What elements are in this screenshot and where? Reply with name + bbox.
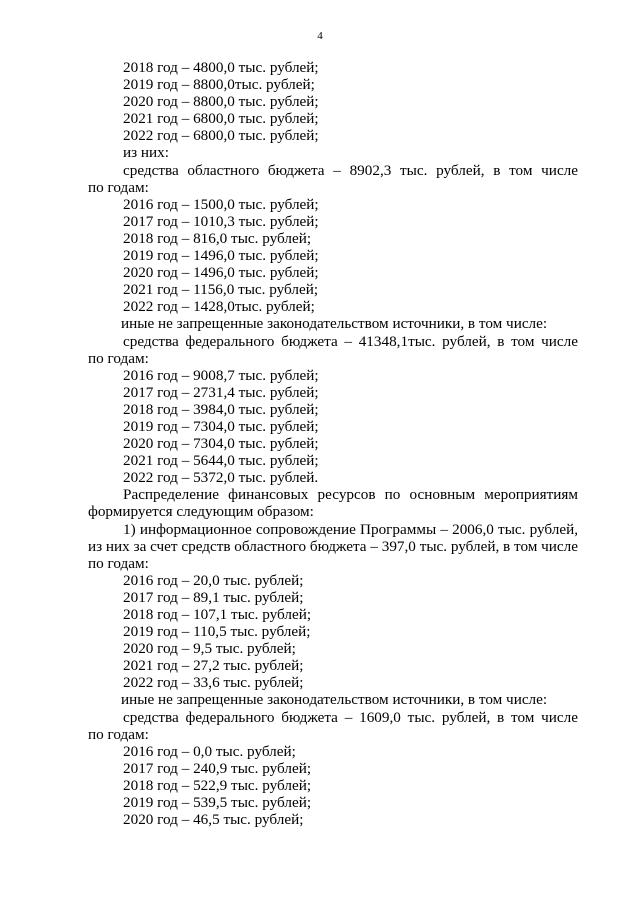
- text-line: по годам:: [88, 178, 149, 196]
- text-line: 2019 год – 7304,0 тыс. рублей;: [123, 417, 319, 435]
- text-line: 2020 год – 9,5 тыс. рублей;: [123, 640, 296, 658]
- text-line: средства федерального бюджета – 1609,0 тыс. рублей, в том числе: [123, 708, 578, 726]
- text-line: 2021 год – 27,2 тыс. рублей;: [123, 657, 304, 675]
- text-line: из них за счет средств областного бюджета – 397,0 тыс. рублей, в том числе: [88, 537, 578, 555]
- text-line: 2016 год – 9008,7 тыс. рублей;: [123, 366, 319, 384]
- text-line: 2022 год – 6800,0 тыс. рублей;: [123, 127, 319, 145]
- text-line: средства федерального бюджета – 41348,1тыс. рублей, в том числе: [123, 332, 578, 350]
- text-line: по годам:: [88, 725, 149, 743]
- text-line: иные не запрещенные законодательством источники, в том числе:: [121, 691, 548, 709]
- text-line: 2022 год – 1428,0тыс. рублей;: [123, 298, 315, 316]
- text-line: 2016 год – 0,0 тыс. рублей;: [123, 742, 296, 760]
- text-line: 2021 год – 1156,0 тыс. рублей;: [123, 281, 319, 299]
- text-line: средства областного бюджета – 8902,3 тыс. рублей, в том числе: [123, 161, 578, 179]
- text-line: 2018 год – 3984,0 тыс. рублей;: [123, 400, 319, 418]
- document-body: [88, 59, 578, 828]
- text-line: 2019 год – 110,5 тыс. рублей;: [123, 623, 311, 641]
- text-line: 2017 год – 240,9 тыс. рублей;: [123, 759, 312, 777]
- text-line: 2018 год – 522,9 тыс. рублей;: [123, 776, 312, 794]
- text-line: 2018 год – 4800,0 тыс. рублей;: [123, 59, 319, 76]
- text-line: 2021 год – 6800,0 тыс. рублей;: [123, 110, 319, 128]
- text-line: 2018 год – 816,0 тыс. рублей;: [123, 229, 312, 247]
- text-line: 2019 год – 1496,0 тыс. рублей;: [123, 247, 319, 265]
- text-line: 2020 год – 8800,0 тыс. рублей;: [123, 93, 319, 111]
- text-line: 2020 год – 7304,0 тыс. рублей;: [123, 435, 319, 453]
- text-line: иные не запрещенные законодательством источники, в том числе:: [121, 315, 548, 333]
- text-line: 2017 год – 2731,4 тыс. рублей;: [123, 383, 319, 401]
- text-line: 2022 год – 5372,0 тыс. рублей.: [123, 469, 319, 487]
- text-line: по годам:: [88, 349, 149, 367]
- text-line: 2022 год – 33,6 тыс. рублей;: [123, 674, 304, 692]
- text-line: 2016 год – 1500,0 тыс. рублей;: [123, 195, 319, 213]
- text-line: 2017 год – 89,1 тыс. рублей;: [123, 588, 304, 606]
- text-line: 2019 год – 539,5 тыс. рублей;: [123, 794, 312, 812]
- text-line: по годам:: [88, 554, 149, 572]
- text-line: формируется следующим образом:: [88, 503, 314, 521]
- text-line: 1) информационное сопровождение Программы – 2006,0 тыс. рублей,: [123, 520, 578, 538]
- text-line: из них:: [123, 144, 169, 162]
- text-line: 2020 год – 46,5 тыс. рублей;: [123, 811, 304, 829]
- text-line: 2019 год – 8800,0тыс. рублей;: [123, 76, 315, 94]
- text-line: 2016 год – 20,0 тыс. рублей;: [123, 571, 304, 589]
- text-line: 2020 год – 1496,0 тыс. рублей;: [123, 264, 319, 282]
- text-line: Распределение финансовых ресурсов по основным мероприятиям: [123, 486, 578, 504]
- text-line: 2021 год – 5644,0 тыс. рублей;: [123, 452, 319, 470]
- text-line: 2017 год – 1010,3 тыс. рублей;: [123, 212, 319, 230]
- text-line: 2018 год – 107,1 тыс. рублей;: [123, 606, 312, 623]
- page-number: 4: [317, 30, 323, 42]
